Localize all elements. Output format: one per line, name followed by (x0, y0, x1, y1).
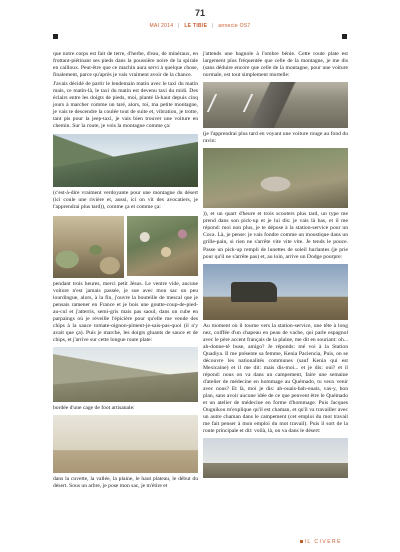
cactus-photo (53, 216, 124, 278)
section-name: annecie OS7 (218, 23, 251, 29)
desert-photo (203, 438, 348, 478)
running-header (0, 23, 400, 29)
flowers-photo (127, 216, 198, 276)
football-goal-photo (53, 415, 198, 473)
body-paragraph: J'avais décidé de partir le lendemain matin avec le taxi du matin mais, ce matin-là, le taxi du matin est devenu taxi du midi. Des éclairs entre les doigts de pieds, moi, planté là-haut depuis cinq jours à marcher comme un taré, alors, toi, ma petite montagne, je vais te descendre la coulée tout de suite et, vibration, je trotte, tant pis pour la jeep-taxi, je vais bien trouver une voiture en chemin. Sur la route, je vois la montagne comme ça: (53, 81, 198, 130)
body-paragraph: (je l'apprendrai plus tard en voyant une voiture rouge au fond du ravin: (203, 131, 348, 145)
mountain-road-photo (203, 82, 348, 128)
ravin-car-photo (203, 148, 348, 208)
footer-dot-icon (300, 540, 303, 543)
valley-road-photo (53, 347, 198, 402)
issue-date: MAI 2014 (149, 23, 174, 29)
crop-mark (342, 34, 347, 39)
footer-label (300, 539, 343, 545)
mountain-photo (53, 134, 198, 187)
page-number: 71 (194, 8, 205, 18)
body-paragraph: )), et un quart d'heure et trois scooters plus tard, un type me prend dans son pick-up et je lui dis: je vais là bas, et il me répond: moi non plus, je te dépose à la station-service pour un Coca. Là, je pense: je vais fondre comme un moustique dans un grille-pain, si rien ne s'arrête vite vite vite. Je tends le pouce. Passe un pick-up rempli de lunettes de soleil hurlantes (je prie pour qu'il ne s'arrête pas) et, au loin, arrive un Dodge pourpre: (203, 211, 348, 260)
body-paragraph: (c'est-à-dire vraiment verdoyante pour une montagne du désert (ici coule une rivière et, aussi, ici on vit des avocatiers, je l'apprendrai plus tard)), comme ça et comme ça: (53, 189, 198, 210)
right-column (203, 51, 348, 481)
header-separator: | (178, 23, 180, 29)
crop-mark (53, 34, 58, 39)
dodge-truck-photo (203, 264, 348, 320)
body-paragraph: que notre corps est fait de terre, d'herbe, d'eau, de minéraux, en frottant-piétinant ses pieds dans la poussière noire de la spirale en cailloux. Peut-être que ce machin aura servi à quelque chose, finalement, parce qu'après je vais vraiment avoir de la chance. (53, 51, 198, 79)
body-paragraph: pendant trois heures, merci petit Jésus. Le ventre vide, aucune voiture n'est jamais passée, je sue avec mon sac un peu lourdingue, alors, à la fin, j'ouvre la bouteille de mescal que je pensais ramener en France et je bois une goutte-coup-de-pied-au-cul et j'atterris, semi-gris mais pas saoul, dans un cube en parpaings où je réveille l'épicière pour qu'elle me vende des chips à la sauce tomate-oignon-piment-je-sais-pas-quoi (il n'y avait que ça). Puis je marche, les doigts gluants de sauce et de chips, et j'arrive sur cette longue route plate: (53, 280, 198, 344)
photo-pair (53, 213, 198, 281)
header-separator: | (211, 23, 214, 29)
body-paragraph: j'attends une bagnole à l'ombre bénie. Cette route plate est largement plus fréquentée que celle de la montagne, je me dis (sans déduire encore que celle de la montagne, pour une voiture normale, est tout simplement mortelle: (203, 51, 348, 79)
body-paragraph: Au moment où il tourne vers la station-service, une tête à long nez, coiffée d'un chapeau en peau de vache, qui parle espagnol avec le père accent français de la plaine, me dit en souriant: oh... ah-donne-tê buse, amigo? Je réponds: mé voi à la Station Quadiya. Il me présente sa femme, Kenia Paciencia, Puis, on se découvre les nationalités communes (sauf Kenia qui est Mexicaine) et il me dit: mais dis-moi... et je dis: oui? et il répond: nous on va dans un campement, faire une semaine d'atelier de médecine en hommage au Quémado, tu veux venir avec nous? Et là, moi je dis: ah-ouais-bah-ouais, vas-y, bon plan, sans avoir aucune idée de ce que peuvent être le Quémado et un atelier de médecine en forme d'hommage. Puis Jacques Ouguikou m'explique qu'il est chaman, et qu'il va travailler avec un autre chaman dans le campement (cet emploi du mot travail me fait penser à mon emploi du mot travail). Puis il sort de la route principale et dit: voilà, là, on va dans le désert: (203, 322, 348, 435)
body-paragraph: bordée d'une cage de foot artisanale: (53, 405, 135, 412)
left-column (53, 51, 198, 492)
body-paragraph: dans la cuvette, la vallée, la plaine, le haut plateau, le début du désert. Sous un arbre, je pose mon sac, je m'étire et (53, 476, 198, 490)
footer-label-text: IL CIVERE (304, 539, 342, 545)
magazine-name: LE TIBIE (184, 23, 208, 29)
